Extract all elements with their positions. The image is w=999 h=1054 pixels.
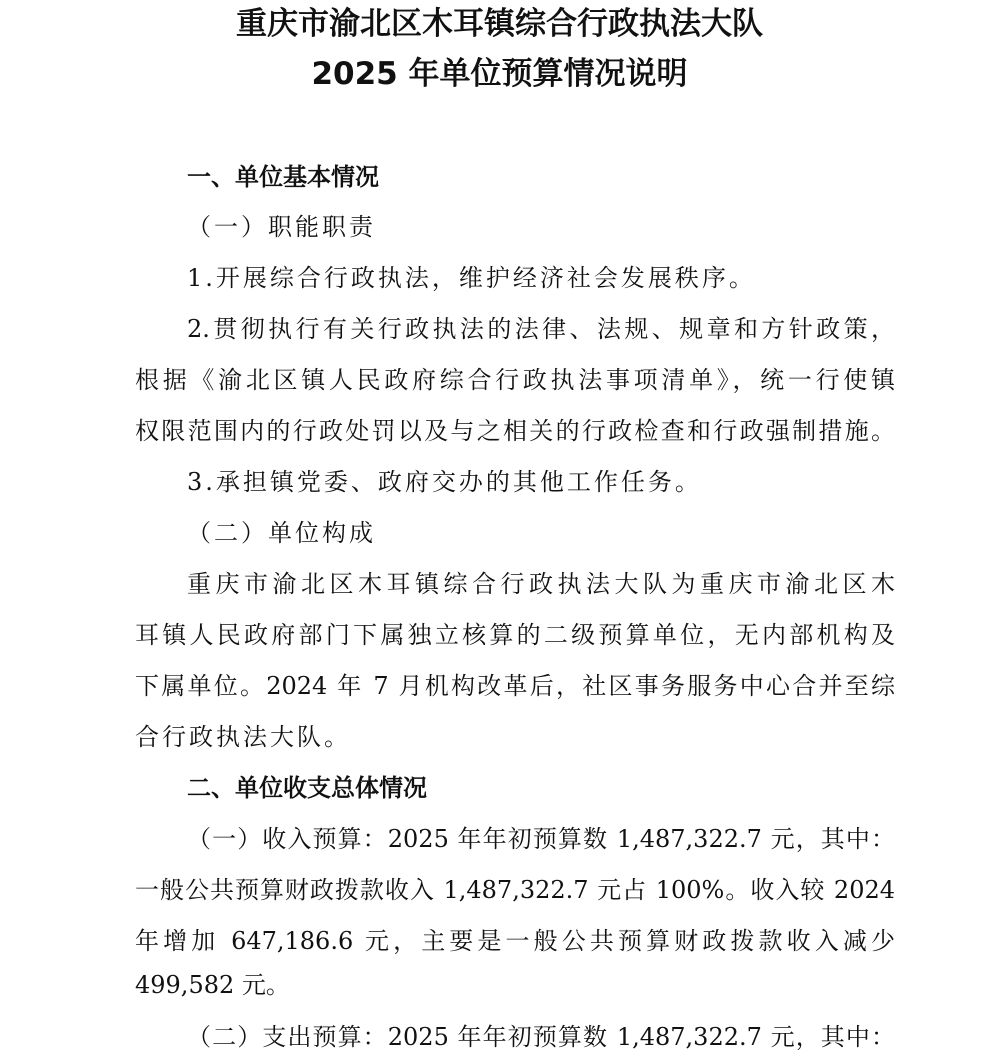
duty-item-2-line-1: 2.贯彻执行有关行政执法的法律、法规、规章和方针政策， [187,315,895,343]
section-2-heading: 二、单位收支总体情况 [187,774,427,802]
document-title-line-2: 2025 年单位预算情况说明 [311,56,688,92]
composition-paragraph-line-2: 耳镇人民政府部门下属独立核算的二级预算单位，无内部机构及 [135,621,895,649]
income-budget-line-3: 年增加 647,186.6 元，主要是一般公共预算财政拨款收入减少 [135,927,895,955]
expense-budget-line-1: （二）支出预算：2025 年年初预算数 1,487,322.7 元，其中： [187,1023,895,1051]
duty-item-3: 3.承担镇党委、政府交办的其他工作任务。 [187,468,702,496]
income-budget-line-4: 499,582 元。 [135,971,290,999]
composition-paragraph-line-4: 合行政执法大队。 [135,723,351,751]
subsection-1-heading: （一）职能职责 [187,213,376,241]
composition-paragraph-line-3: 下属单位。2024 年 7 月机构改革后，社区事务服务中心合并至综 [135,672,895,700]
composition-paragraph-line-1: 重庆市渝北区木耳镇综合行政执法大队为重庆市渝北区木 [187,570,895,598]
income-budget-line-2: 一般公共预算财政拨款收入 1,487,322.7 元占 100%。收入较 2024 [135,876,895,904]
duty-item-2-line-2: 根据《渝北区镇人民政府综合行政执法事项清单》，统一行使镇 [135,366,895,394]
section-1-heading: 一、单位基本情况 [187,163,379,191]
duty-item-1: 1.开展综合行政执法，维护经济社会发展秩序。 [187,264,756,292]
income-budget-line-1: （一）收入预算：2025 年年初预算数 1,487,322.7 元，其中： [187,825,895,853]
duty-item-2-line-3: 权限范围内的行政处罚以及与之相关的行政检查和行政强制措施。 [135,417,895,445]
document-title-line-1: 重庆市渝北区木耳镇综合行政执法大队 [236,6,763,42]
subsection-2-heading: （二）单位构成 [187,519,376,547]
